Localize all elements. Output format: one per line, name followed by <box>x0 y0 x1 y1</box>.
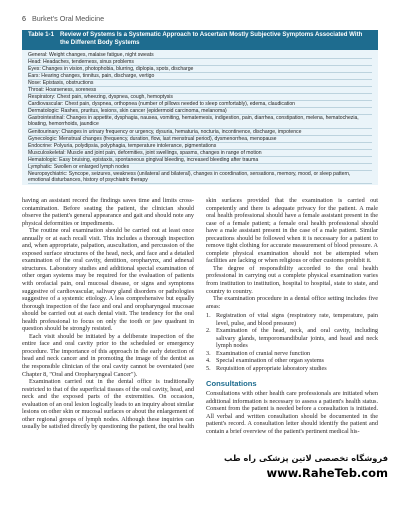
table-row: Genitourinary: Changes in urinary frequency or urgency, dysuria, hematuria, nocturia, incontinence, discharge, impotence <box>28 129 372 136</box>
list-item <box>206 350 378 358</box>
body-paragraph: The examination procedure in a dental office setting includes five areas: <box>206 295 378 310</box>
table-title-bar <box>22 30 378 50</box>
table-row: Ears: Hearing changes, tinnitus, pain, discharge, vertigo <box>28 73 372 80</box>
table-row: Dermatologic: Rashes, pruritus, lesions, skin cancer (epidermoid carcinoma, melanoma) <box>28 108 372 115</box>
watermark-store-name: فروشگاه تخصصی لاتین پزشکی راه طب <box>224 453 388 463</box>
list-text: Registration of vital signs (respiratory rate, temperature, pain level, pulse, and blood pressure) <box>216 312 378 327</box>
body-paragraph: having an assistant record the findings saves time and limits cross-contamination. Before seating the patient, the clinician should observe the patient's general appearance and gait and should note any physical deformities or impediments. <box>22 197 194 227</box>
body-paragraph: The degree of responsibility accorded to the oral health professional in carrying out a complete physical examination varies from institution to institution, hospital to hospital, state to state, and country to country. <box>206 264 378 295</box>
table-row: Musculoskeletal: Muscle and joint pain, deformities, joint swellings, spasms, changes in range of motion <box>28 150 372 157</box>
list-item <box>206 312 378 327</box>
page-number: 6 <box>22 14 26 23</box>
list-item <box>206 357 378 365</box>
table-row: Nose: Epistaxis, obstructions <box>28 80 372 87</box>
table-row: Gynecologic: Menstrual changes (frequency, duration, flow, last menstrual period), dysmenorrhea, menopause <box>28 136 372 143</box>
list-number: 1. <box>206 312 211 320</box>
left-text-column <box>22 197 194 431</box>
list-item <box>206 365 378 373</box>
table-label: Table 1-1 <box>28 31 54 38</box>
table-row: Hematologic: Easy bruising, epistaxis, spontaneous gingival bleeding, increased bleeding after trauma <box>28 157 372 164</box>
watermark-url[interactable]: www.RaheTeb.com <box>266 466 388 480</box>
list-number: 3. <box>206 349 211 357</box>
table-body <box>22 50 378 184</box>
list-text: Requisition of appropriate laboratory studies <box>216 365 327 373</box>
body-paragraph: Each visit should be initiated by a deliberate inspection of the entire face and oral cavity prior to the scheduled or emergency procedure. The importance of this approach in the early detection of head and neck cancer and in promoting the image of the dentist as the responsible clinician of the oral cavity cannot be overstated (see Chapter 8, "Oral and Oropharyngeal Cancer"). <box>22 332 194 378</box>
list-number: 5. <box>206 365 211 373</box>
section-heading: Consultations <box>206 378 257 388</box>
list-text: Special examination of other organ systems <box>216 357 324 365</box>
body-paragraph: skin surfaces provided that the examination is carried out competently and there is adequate privacy for the patient. A male oral health professional should have a female assistant present in the case of a female patient; a female oral health professional should have a male assistant present in the case of a male patient. Similar precautions should be followed when it is necessary for a patient to remove tight clothing for accurate measurement of blood pressure. A complete physical examination should not be attempted when facilities are lacking or when religious or other customs prohibit it. <box>206 197 378 265</box>
table-row: Endocrine: Polyuria, polydipsia, polyphagia, temperature intolerance, pigmentations <box>28 143 372 150</box>
table-row: Gastrointestinal: Changes in appetite, dysphagia, nausea, vomiting, hematemesis, indigestion, pain, diarrhea, constipation, melena, hematochezia, bloating, hemorrhoids, jaundice <box>28 115 372 128</box>
table-row: Respiratory: Chest pain, wheezing, dyspnea, cough, hemoptysis <box>28 94 372 101</box>
table-row: Cardiovascular: Chest pain, dyspnea, orthopnea (number of pillows needed to sleep comfortably), edema, claudication <box>28 101 372 108</box>
body-paragraph: Examination carried out in the dental office is traditionally restricted to that of the superficial tissues of the oral cavity, head, and neck and the exposed parts of the extremities. On occasion, evaluation of an oral lesion logically leads to an inquiry about similar lesions on other skin or mucosal surfaces or about the enlargement of other regional groups of lymph nodes. Although these inquiries can usually be satisfied directly by questioning the patient, the oral health <box>22 378 195 431</box>
table-row: General: Weight changes, malaise fatigue, night sweats <box>28 52 372 59</box>
body-paragraph: Consultations with other health care professionals are initiated when additional information is necessary to assess a patient's health status. Consent from the patient is needed before a consultation is initiated. All verbal and written consultation should be documented in the patient's record. A consultation letter should identify the patient and contain a brief overview of the patient's pertinent medical his- <box>206 390 378 435</box>
list-text: Examination of cranial nerve function <box>216 349 311 357</box>
watermark <box>216 452 388 498</box>
body-paragraph: The routine oral examination should be carried out at least once annually or at each recall visit. This includes a thorough inspection and, when appropriate, palpation, auscultation, and percussion of the exposed surface structures of the head, neck, and face and a detailed examination of the oral cavity, dentition, oropharynx, and adnexal structures. Laboratory studies and additional special examination of other organ systems may be required for the evaluation of patients with orofacial pain, oral mucosal disease, or signs and symptoms suggestive of cardiovascular, salivary gland disorders or pathologies suggestive of a systemic etiology. A less comprehensive but equally thorough inspection of the face and oral and oropharyngeal mucosae should be carried out at each dental visit. The tendency for the oral health professional to focus on only the tooth or jaw quadrant in question should be strongly resisted. <box>22 227 194 333</box>
page-header <box>22 14 104 23</box>
table-row: Throat: Hoarseness, soreness <box>28 87 372 94</box>
table-row: Head: Headaches, tenderness, sinus problems <box>28 59 372 66</box>
list-item <box>206 327 378 350</box>
table-title: Review of Systems Is a Systematic Approach to Ascertain Mostly Subjective Symptoms Associated With the Different Body Systems <box>59 31 363 46</box>
list-number: 2. <box>206 327 211 335</box>
book-title: Burket's Oral Medicine <box>32 14 105 23</box>
list-number: 4. <box>206 357 211 365</box>
review-of-systems-table <box>22 30 378 185</box>
right-text-column <box>206 197 378 435</box>
examination-list <box>206 312 378 372</box>
list-text: Examination of the head, neck, and oral cavity, including salivary glands, temporomandibular joints, and head and neck lymph nodes <box>216 327 378 350</box>
table-row: Eyes: Changes in vision, photophobia, blurring, diplopia, spots, discharge <box>28 66 372 73</box>
table-row: Lymphatic: Swollen or enlarged lymph nodes <box>28 164 372 171</box>
table-row: Neuropsychiatric: Syncope, seizures, weakness (unilateral and bilateral), changes in coordination, sensations, memory, mood, or sleep pattern, emotional disturbances, history of psychiatric therapy <box>28 171 372 184</box>
